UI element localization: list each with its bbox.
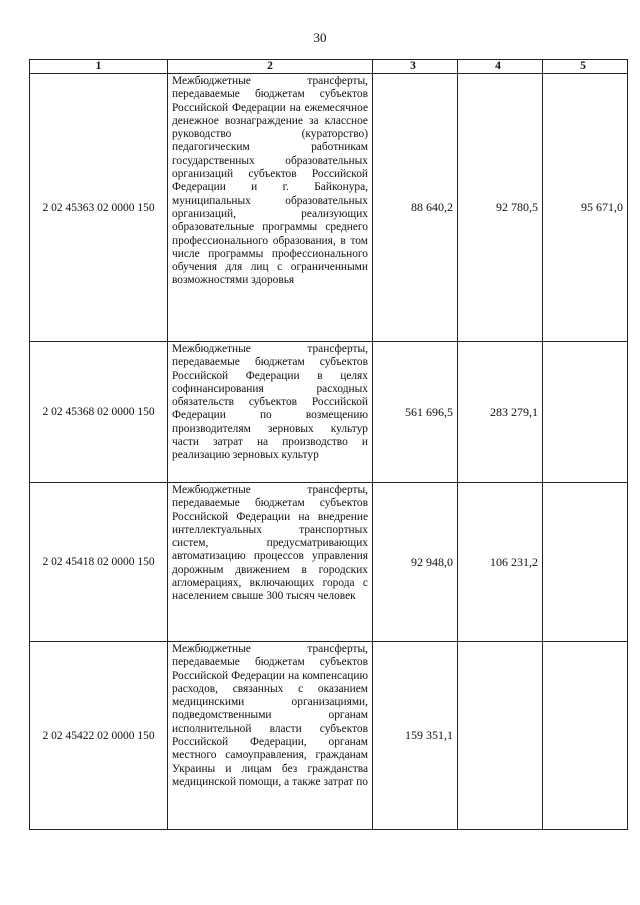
table-row <box>30 642 628 830</box>
budget-code-cell: 2 02 45418 02 0000 150 <box>30 483 168 642</box>
amount-col4-cell <box>458 642 543 830</box>
amount-col3-cell: 159 351,1 <box>373 642 458 830</box>
budget-code-cell: 2 02 45422 02 0000 150 <box>30 642 168 830</box>
amount-col5-cell: 95 671,0 <box>543 74 628 342</box>
description-cell <box>168 74 373 342</box>
header-col-3: 3 <box>373 60 458 74</box>
header-col-4: 4 <box>458 60 543 74</box>
description-text: Межбюджетные трансферты, передаваемые бюджетам субъектов Российской Федерации на компенсацию расходов, связанных с оказанием медицинскими организациями, подведомственными органам исполнительной власти субъектов Российской Федерации, органам местного самоуправления, гражданам Украины и лицам без гражданства медицинской помощи, а также затрат по <box>172 643 368 788</box>
header-col-5: 5 <box>543 60 628 74</box>
amount-col5-cell <box>543 483 628 642</box>
table-row <box>30 74 628 342</box>
description-text: Межбюджетные трансферты, передаваемые бюджетам субъектов Российской Федерации в целях софинансирования расходных обязательств субъектов Российской Федерации по возмещению производителям зерновых культур части затрат на производство и реализацию зерновых культур <box>172 343 368 462</box>
table-row <box>30 483 628 642</box>
amount-col3-cell: 88 640,2 <box>373 74 458 342</box>
description-text: Межбюджетные трансферты, передаваемые бюджетам субъектов Российской Федерации на внедрение интеллектуальных транспортных систем, предусматривающих автоматизацию процессов управления дорожным движением в городских агломерациях, включающих города с населением свыше 300 тысяч человек <box>172 484 368 603</box>
header-col-1: 1 <box>30 60 168 74</box>
amount-col4-cell: 92 780,5 <box>458 74 543 342</box>
amount-col5-cell <box>543 342 628 483</box>
description-cell <box>168 642 373 830</box>
amount-col3-cell: 561 696,5 <box>373 342 458 483</box>
description-cell <box>168 342 373 483</box>
amount-col4-cell: 283 279,1 <box>458 342 543 483</box>
amount-col5-cell <box>543 642 628 830</box>
table-row <box>30 342 628 483</box>
description-text: Межбюджетные трансферты, передаваемые бюджетам субъектов Российской Федерации на ежемесячное денежное вознаграждение за классное руководство (кураторство) педагогическим работникам государственных образовательных организаций субъектов Российской Федерации и г. Байконура, муниципальных образовательных организаций, реализующих образовательные программы среднего профессионального образования, в том числе программы профессионального обучения для лиц с ограниченными возможностями здоровья <box>172 75 368 287</box>
budget-table <box>29 59 628 830</box>
header-col-2: 2 <box>168 60 373 74</box>
page-number: 30 <box>313 30 327 45</box>
amount-col4-cell: 106 231,2 <box>458 483 543 642</box>
description-cell <box>168 483 373 642</box>
table-header-row <box>30 60 628 74</box>
amount-col3-cell: 92 948,0 <box>373 483 458 642</box>
budget-code-cell: 2 02 45368 02 0000 150 <box>30 342 168 483</box>
budget-code-cell: 2 02 45363 02 0000 150 <box>30 74 168 342</box>
